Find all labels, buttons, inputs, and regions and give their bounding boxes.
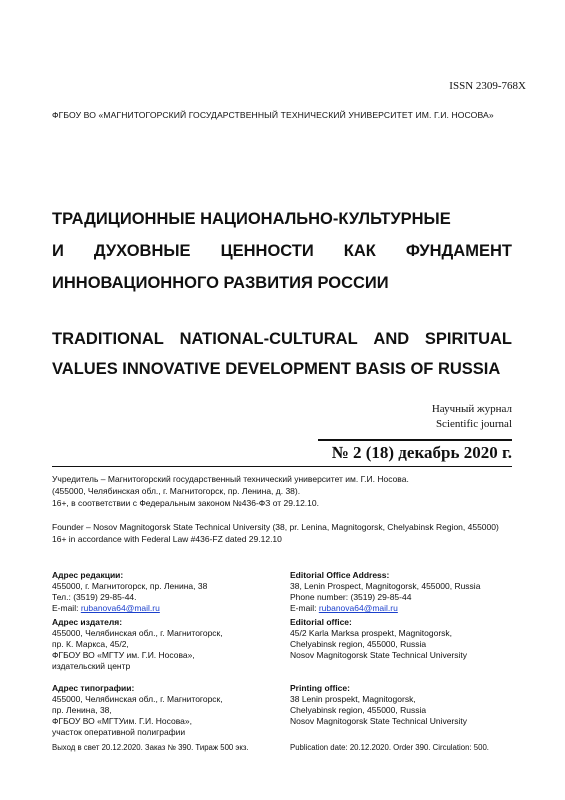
title-en-line-2: VALUES INNOVATIVE DEVELOPMENT BASIS OF RUSSIA xyxy=(52,360,501,378)
title-en-line-1 xyxy=(52,324,512,354)
founder-en-line: 16+ in accordance with Federal Law #436-FZ dated 29.12.10 xyxy=(52,534,282,544)
section-heading: Адрес издателя: xyxy=(52,617,123,627)
email-link[interactable]: rubanova64@mail.ru xyxy=(318,603,398,613)
address-line: Тел.: (3519) 29-85-44. xyxy=(52,592,137,602)
section-heading: Адрес типографии: xyxy=(52,683,135,693)
title-ru-word: ДУХОВНЫЕ xyxy=(93,242,191,260)
title-ru-line-1: ТРАДИЦИОННЫЕ НАЦИОНАЛЬНО-КУЛЬТУРНЫЕ xyxy=(52,210,451,228)
address-line: издательский центр xyxy=(52,661,131,671)
address-line: пр. К. Маркса, 45/2, xyxy=(52,639,129,649)
address-line: Chelyabinsk region, 455000, Russia xyxy=(290,639,427,649)
email-line xyxy=(290,603,505,614)
email-label: E-mail: xyxy=(52,603,81,613)
issue-number: № 2 (18) декабрь 2020 г. xyxy=(331,443,512,462)
address-line: Nosov Magnitogorsk State Technical University xyxy=(290,650,468,660)
address-line: 455000, г. Магнитогорск, пр. Ленина, 38 xyxy=(52,581,208,591)
journal-type-ru: Научный журнал xyxy=(431,403,512,415)
address-line: пр. Ленина, 38, xyxy=(52,705,112,715)
printing-address-ru xyxy=(52,683,267,738)
editorial-address-ru xyxy=(52,570,267,614)
title-en-word: AND xyxy=(373,330,410,348)
address-line: Chelyabinsk region, 455000, Russia xyxy=(290,705,427,715)
journal-type-en: Scientific journal xyxy=(435,418,512,430)
title-russian xyxy=(52,203,512,299)
printing-address-en xyxy=(290,683,505,727)
founder-ru xyxy=(52,473,522,509)
address-line: участок оперативной полиграфии xyxy=(52,727,186,737)
address-line: ФГБОУ ВО «МГТУим. Г.И. Носова», xyxy=(52,716,192,726)
publisher-address-en xyxy=(290,617,505,661)
title-en-word: NATIONAL-CULTURAL xyxy=(179,330,358,348)
founder-ru-line: Учредитель – Магнитогорский государственный технический университет им. Г.И. Носова. xyxy=(52,474,409,484)
address-line: 38, Lenin Prospect, Magnitogorsk, 455000, Russia xyxy=(290,581,481,591)
address-line: 45/2 Karla Marksa prospekt, Magnitogorsk, xyxy=(290,628,453,638)
address-line: 38 Lenin prospekt, Magnitogorsk, xyxy=(290,694,416,704)
title-ru-line-3: ИННОВАЦИОННОГО РАЗВИТИЯ РОССИИ xyxy=(52,274,389,292)
publication-info-en: Publication date: 20.12.2020. Order 390. Circulation: 500. xyxy=(290,743,489,752)
journal-type xyxy=(432,402,512,432)
title-english xyxy=(52,324,512,384)
address-line: Nosov Magnitogorsk State Technical University xyxy=(290,716,468,726)
section-heading: Editorial Office Address: xyxy=(290,570,390,580)
publisher-name: ФГБОУ ВО «МАГНИТОГОРСКИЙ ГОСУДАРСТВЕННЫЙ ТЕХНИЧЕСКИЙ УНИВЕРСИТЕТ ИМ. Г.И. НОСОВА» xyxy=(52,110,494,120)
title-ru-word: ЦЕННОСТИ xyxy=(220,242,314,260)
address-line: 455000, Челябинская обл., г. Магнитогорск, xyxy=(52,628,223,638)
email-link[interactable]: rubanova64@mail.ru xyxy=(80,603,160,613)
section-heading: Editorial office: xyxy=(290,617,352,627)
title-ru-word: ФУНДАМЕНТ xyxy=(405,242,512,260)
founder-en-line: Founder – Nosov Magnitogorsk State Technical University (38, pr. Lenina, Magnitogorsk, Chelyabinsk Region, 455000) xyxy=(52,522,499,532)
editorial-address-en xyxy=(290,570,505,614)
title-ru-word: И xyxy=(52,242,64,260)
email-line xyxy=(52,603,267,614)
email-label: E-mail: xyxy=(290,603,319,613)
issn-number: ISSN 2309-768X xyxy=(449,80,526,92)
founder-en xyxy=(52,521,522,545)
address-line: Phone number: (3519) 29-85-44 xyxy=(290,592,412,602)
issue-divider xyxy=(318,439,512,441)
founder-ru-line: (455000, Челябинская обл., г. Магнитогорск, пр. Ленина, д. 38). xyxy=(52,486,301,496)
publisher-address-ru xyxy=(52,617,267,672)
title-en-word: SPIRITUAL xyxy=(424,330,512,348)
address-line: ФГБОУ ВО «МГТУ им. Г.И. Носова», xyxy=(52,650,195,660)
publication-info-ru: Выход в свет 20.12.2020. Заказ № 390. Тираж 500 экз. xyxy=(52,743,249,752)
founder-ru-line: 16+, в соответствии с Федеральным законом №436-ФЗ от 29.12.10. xyxy=(52,498,319,508)
address-line: 455000, Челябинская обл., г. Магнитогорск, xyxy=(52,694,223,704)
section-heading: Адрес редакции: xyxy=(52,570,124,580)
section-divider xyxy=(52,466,512,467)
title-en-word: TRADITIONAL xyxy=(52,330,164,348)
section-heading: Printing office: xyxy=(290,683,350,693)
title-ru-line-2 xyxy=(52,235,512,267)
title-ru-word: КАК xyxy=(343,242,376,260)
